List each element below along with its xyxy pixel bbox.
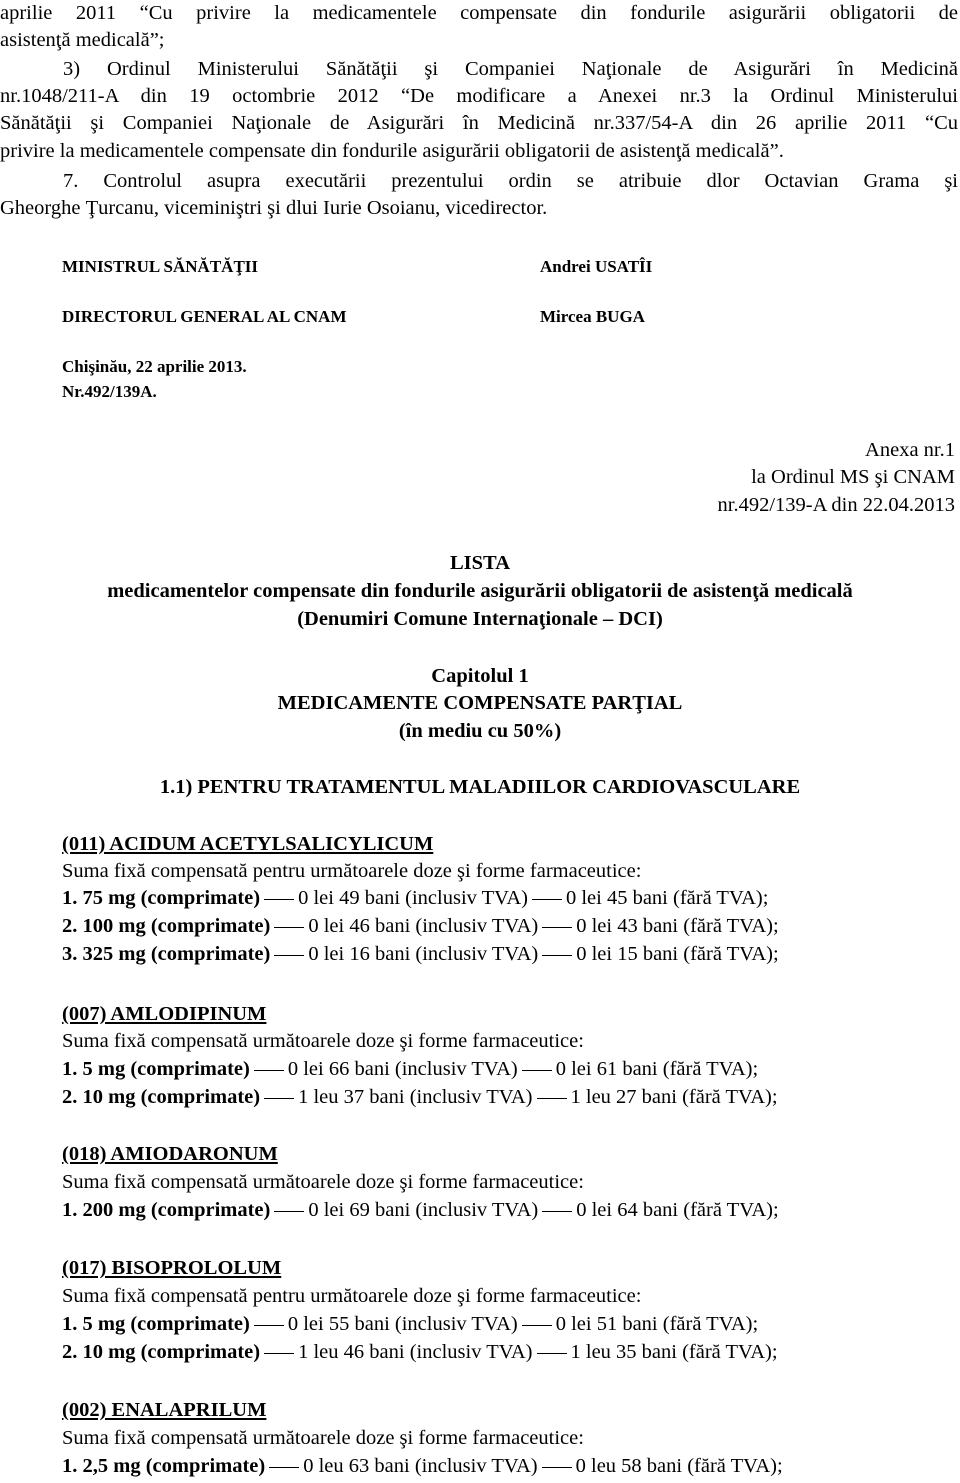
dash-icon [264,1098,294,1099]
dash-icon [254,1325,284,1326]
chapter-note: (în mediu cu 50%) [398,720,562,742]
price-excl-vat: 0 leu 58 bani (fără TVA); [575,1455,783,1477]
price-excl-vat: 1 leu 35 bani (fără TVA); [570,1341,778,1363]
price-excl-vat: 0 lei 15 bani (fără TVA); [576,943,779,965]
dash-icon [264,899,294,900]
price-incl-vat: 0 leu 63 bani (inclusiv TVA) [303,1455,538,1477]
list-title: LISTA [449,552,510,574]
dose-row [62,1056,942,1083]
intro-line-1: aprilie 2011 “Cu privire la medicamentele compensate din fondurile asigurării obligatorii de [0,2,958,24]
intro-line-7: 7. Controlul asupra executării prezentului ordin se atribuie dlor Octavian Grama şi [63,170,958,192]
price-incl-vat: 1 leu 37 bani (inclusiv TVA) [298,1086,533,1108]
drug-name: (007) AMLODIPINUM [62,1003,267,1025]
order-number: Nr.492/139A. [62,382,157,401]
dash-icon [522,1070,552,1071]
dash-icon [542,927,572,928]
intro-line-8: Gheorghe Ţurcanu, viceminiştri şi dlui Iurie Osoianu, vicedirector. [0,197,548,219]
drug-name: (018) AMIODARONUM [62,1143,278,1165]
dose-label: 2. 10 mg (comprimate) [62,1086,261,1108]
minister-title: MINISTRUL SĂNĂTĂŢII [62,257,259,276]
drug-name: (011) ACIDUM ACETYLSALICYLICUM [62,833,434,855]
dose-row [62,1453,942,1480]
dose-row [62,941,942,968]
dash-icon [532,899,562,900]
dose-label: 2. 100 mg (comprimate) [62,915,271,937]
director-title: DIRECTORUL GENERAL AL CNAM [62,307,347,326]
dash-icon [269,1467,299,1468]
dose-row [62,913,942,940]
list-subtitle: medicamentelor compensate din fondurile asigurării obligatorii de asistenţă medicală [107,580,853,602]
intro-line-6: privire la medicamentele compensate din fondurile asigurării obligatorii de asistenţă medicală”. [0,140,784,162]
dash-icon [542,1467,572,1468]
dash-icon [522,1325,552,1326]
dash-icon [274,927,304,928]
price-excl-vat: 1 leu 27 bani (fără TVA); [570,1086,778,1108]
dose-label: 1. 2,5 mg (comprimate) [62,1455,266,1477]
annex-line-3: nr.492/139-A din 22.04.2013 [717,494,955,516]
chapter-name: MEDICAMENTE COMPENSATE PARŢIAL [277,692,683,714]
dose-row [62,1084,942,1111]
dash-icon [542,955,572,956]
section-heading: 1.1) PENTRU TRATAMENTUL MALADIILOR CARDIOVASCULARE [159,776,801,798]
price-excl-vat: 0 lei 51 bani (fără TVA); [555,1313,759,1335]
dci-note: (Denumiri Comune Internaţionale – DCI) [297,608,663,630]
dose-row [62,1197,942,1224]
price-incl-vat: 0 lei 49 bani (inclusiv TVA) [298,887,528,909]
drug-intro: Suma fixă compensată pentru următoarele doze şi forme farmaceutice: [62,860,642,882]
dose-row [62,885,942,912]
director-name: Mircea BUGA [540,307,645,326]
intro-line-5: Sănătăţii şi Companiei Naţionale de Asigurări în Medicină nr.337/54-A din 26 aprilie 2011 “Cu [0,112,958,134]
drug-name: (002) ENALAPRILUM [62,1399,267,1421]
dash-icon [264,1353,294,1354]
price-incl-vat: 0 lei 16 bani (inclusiv TVA) [308,943,539,965]
dose-label: 1. 5 mg (comprimate) [62,1313,250,1335]
dose-row [62,1339,942,1366]
dash-icon [274,1211,304,1212]
drug-intro: Suma fixă compensată următoarele doze şi forme farmaceutice: [62,1030,584,1052]
price-incl-vat: 0 lei 46 bani (inclusiv TVA) [308,915,539,937]
dose-row [62,1311,942,1338]
dose-label: 1. 75 mg (comprimate) [62,887,261,909]
dash-icon [537,1353,567,1354]
dose-label: 1. 5 mg (comprimate) [62,1058,250,1080]
drug-intro: Suma fixă compensată pentru următoarele doze şi forme farmaceutice: [62,1285,642,1307]
intro-line-2: asistenţă medicală”; [0,29,165,51]
price-excl-vat: 0 lei 64 bani (fără TVA); [576,1199,779,1221]
dose-label: 2. 10 mg (comprimate) [62,1341,261,1363]
drug-intro: Suma fixă compensată următoarele doze şi forme farmaceutice: [62,1171,584,1193]
drug-intro: Suma fixă compensată următoarele doze şi forme farmaceutice: [62,1427,584,1449]
price-incl-vat: 0 lei 55 bani (inclusiv TVA) [287,1313,518,1335]
annex-line-1: Anexa nr.1 [865,439,955,461]
dose-label: 3. 325 mg (comprimate) [62,943,271,965]
chapter-title: Capitolul 1 [431,665,529,687]
price-excl-vat: 0 lei 43 bani (fără TVA); [576,915,779,937]
minister-name: Andrei USATÎI [540,257,653,276]
annex-line-2: la Ordinul MS şi CNAM [751,466,955,488]
intro-line-3: 3) Ordinul Ministerului Sănătăţii şi Companiei Naţionale de Asigurări în Medicină [63,58,958,80]
dash-icon [274,955,304,956]
drug-name: (017) BISOPROLOLUM [62,1257,282,1279]
price-incl-vat: 0 lei 69 bani (inclusiv TVA) [308,1199,539,1221]
place-date: Chişinău, 22 aprilie 2013. [62,357,247,376]
price-excl-vat: 0 lei 45 bani (fără TVA); [565,887,769,909]
price-excl-vat: 0 lei 61 bani (fără TVA); [555,1058,759,1080]
dash-icon [254,1070,284,1071]
dash-icon [542,1211,572,1212]
dose-label: 1. 200 mg (comprimate) [62,1199,271,1221]
intro-line-4: nr.1048/211-A din 19 octombrie 2012 “De modificare a Anexei nr.3 la Ordinul Ministerului [0,85,958,107]
dash-icon [537,1098,567,1099]
price-incl-vat: 1 leu 46 bani (inclusiv TVA) [298,1341,533,1363]
price-incl-vat: 0 lei 66 bani (inclusiv TVA) [287,1058,518,1080]
